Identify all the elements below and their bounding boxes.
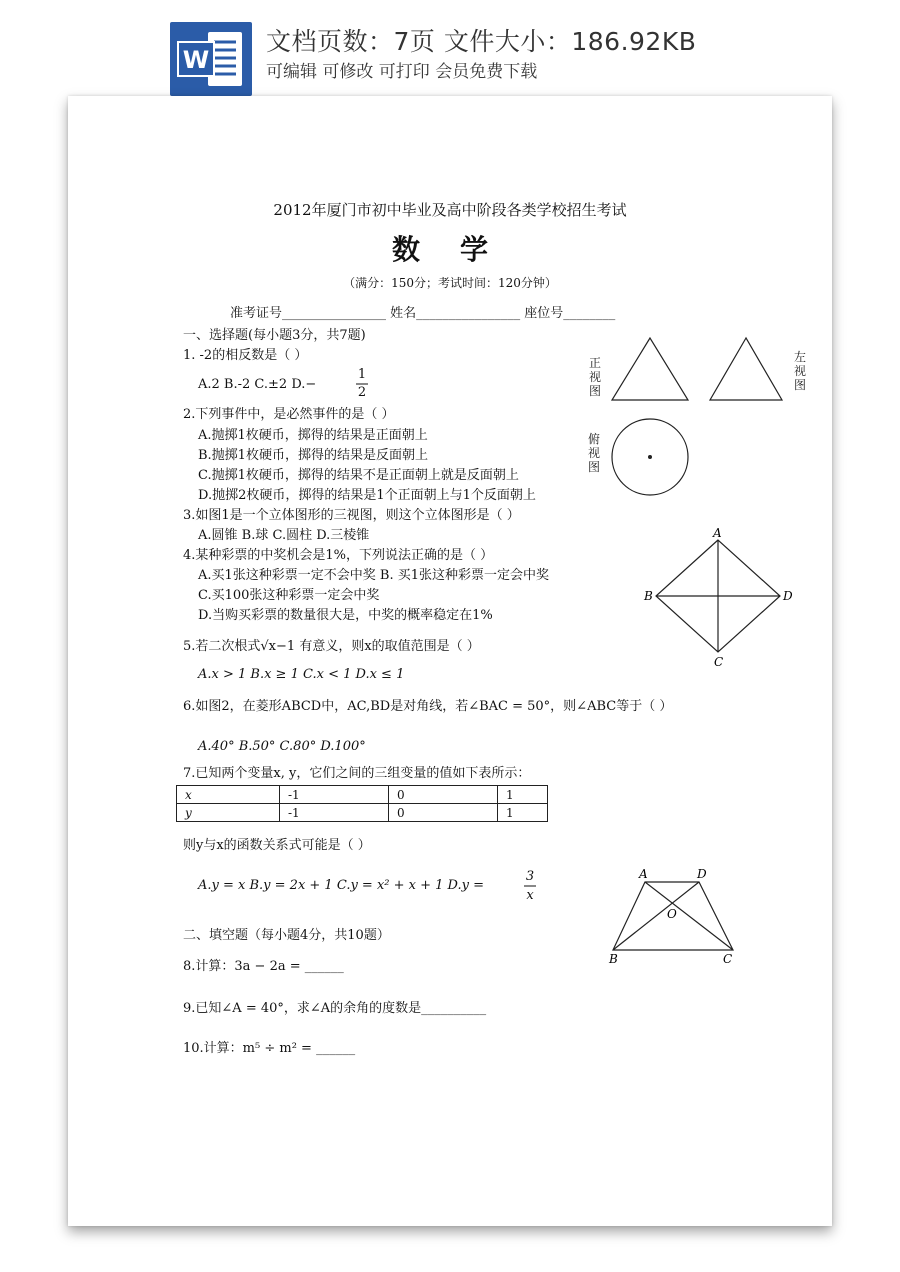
question-6: 6.如图2，在菱形ABCD中，AC,BD是对角线，若∠BAC = 50°，则∠ABC等于（ ） <box>183 699 673 714</box>
question-4-option-c: C.买100张这种彩票一定会中奖 <box>198 588 380 603</box>
front-view-triangle <box>610 336 690 402</box>
q7-fraction-numerator: 3 <box>525 869 535 884</box>
table-cell: 0 <box>389 804 498 822</box>
left-view-label: 左视图 <box>793 350 806 392</box>
table-cell: 1 <box>498 786 548 804</box>
table-cell: 0 <box>389 786 498 804</box>
question-8: 8.计算：3a − 2a = ______ <box>183 959 344 974</box>
question-4-option-d: D.当购买彩票的数量很大是，中奖的概率稳定在1% <box>198 608 493 623</box>
values-table <box>176 785 548 822</box>
q1-fraction-denominator: 2 <box>357 385 367 400</box>
question-3-options: A.圆锥 B.球 C.圆柱 D.三棱锥 <box>198 528 370 543</box>
trapezoid-label-b: B <box>609 952 618 966</box>
question-4: 4.某种彩票的中奖机会是1%，下列说法正确的是（ ） <box>183 548 494 563</box>
question-1: 1. -2的相反数是（ ） <box>183 348 308 363</box>
trapezoid-figure <box>605 864 745 964</box>
rhombus-label-d: D <box>783 589 793 603</box>
question-9: 9.已知∠A = 40°，求∠A的余角的度数是__________ <box>183 1001 487 1016</box>
section-2-title: 二、填空题（每小题4分，共10题） <box>183 928 390 943</box>
question-2-option-c: C.抛掷1枚硬币，掷得的结果不是正面朝上就是反面朝上 <box>198 468 519 483</box>
question-5-options: A.x > 1 B.x ≥ 1 C.x < 1 D.x ≤ 1 <box>198 667 405 682</box>
rhombus-label-a: A <box>713 526 722 540</box>
candidate-info-line: 准考证号________________ 姓名________________ 座位号________ <box>230 306 616 321</box>
question-10: 10.计算：m⁵ ÷ m² = ______ <box>183 1041 356 1056</box>
question-5: 5.若二次根式√x−1 有意义，则x的取值范围是（ ） <box>183 639 480 654</box>
question-3: 3.如图1是一个立体图形的三视图，则这个立体图形是（ ） <box>183 508 520 523</box>
rhombus-label-c: C <box>714 655 724 669</box>
question-1-options: A.2 B.-2 C.±2 D.− <box>198 377 317 392</box>
banner-subtitle: 可编辑 可修改 可打印 会员免费下载 <box>266 62 538 82</box>
top-view-label: 俯视图 <box>587 432 600 474</box>
question-7-ask: 则y与x的函数关系式可能是（ ） <box>183 838 371 853</box>
trapezoid-label-o: O <box>667 907 677 921</box>
word-doc-icon <box>170 22 252 96</box>
question-6-options: A.40° B.50° C.80° D.100° <box>198 739 366 754</box>
table-cell: -1 <box>280 804 389 822</box>
word-logo-letter: W <box>182 46 210 74</box>
table-cell: -1 <box>280 786 389 804</box>
trapezoid-label-c: C <box>723 952 733 966</box>
q7-fraction-denominator: x <box>526 888 534 903</box>
table-cell: y <box>177 804 280 822</box>
table-cell: 1 <box>498 804 548 822</box>
question-4-options-ab: A.买1张这种彩票一定不会中奖 B. 买1张这种彩票一定会中奖 <box>198 568 550 583</box>
subject-title: 数学 <box>391 233 528 266</box>
exam-heading: 2012年厦门市初中毕业及高中阶段各类学校招生考试 <box>273 201 627 219</box>
trapezoid-label-d: D <box>697 867 707 881</box>
banner-title: 文档页数：7页 文件大小：186.92KB <box>266 27 697 56</box>
rhombus-label-b: B <box>644 589 653 603</box>
exam-meta: （满分：150分；考试时间：120分钟） <box>343 276 557 290</box>
table-row <box>177 804 548 822</box>
section-1-title: 一、选择题(每小题3分，共7题) <box>183 328 366 343</box>
top-view-circle <box>610 417 690 497</box>
front-view-label: 正视图 <box>588 356 601 398</box>
question-7-options: A.y = x B.y = 2x + 1 C.y = x² + x + 1 D.y = <box>198 878 485 893</box>
question-2-option-d: D.抛掷2枚硬币，掷得的结果是1个正面朝上与1个反面朝上 <box>198 488 536 503</box>
table-row <box>177 786 548 804</box>
table-cell: x <box>177 786 280 804</box>
trapezoid-label-a: A <box>639 867 648 881</box>
q7-fraction-bar <box>524 885 536 887</box>
question-2: 2.下列事件中，是必然事件的是（ ） <box>183 407 395 422</box>
question-2-option-a: A.抛掷1枚硬币，掷得的结果是正面朝上 <box>198 428 428 443</box>
q1-fraction-numerator: 1 <box>357 367 367 382</box>
question-7: 7.已知两个变量x, y，它们之间的三组变量的值如下表所示： <box>183 766 531 781</box>
rhombus-figure <box>640 524 800 674</box>
question-2-option-b: B.抛掷1枚硬币，掷得的结果是反面朝上 <box>198 448 428 463</box>
left-view-triangle <box>708 336 784 402</box>
